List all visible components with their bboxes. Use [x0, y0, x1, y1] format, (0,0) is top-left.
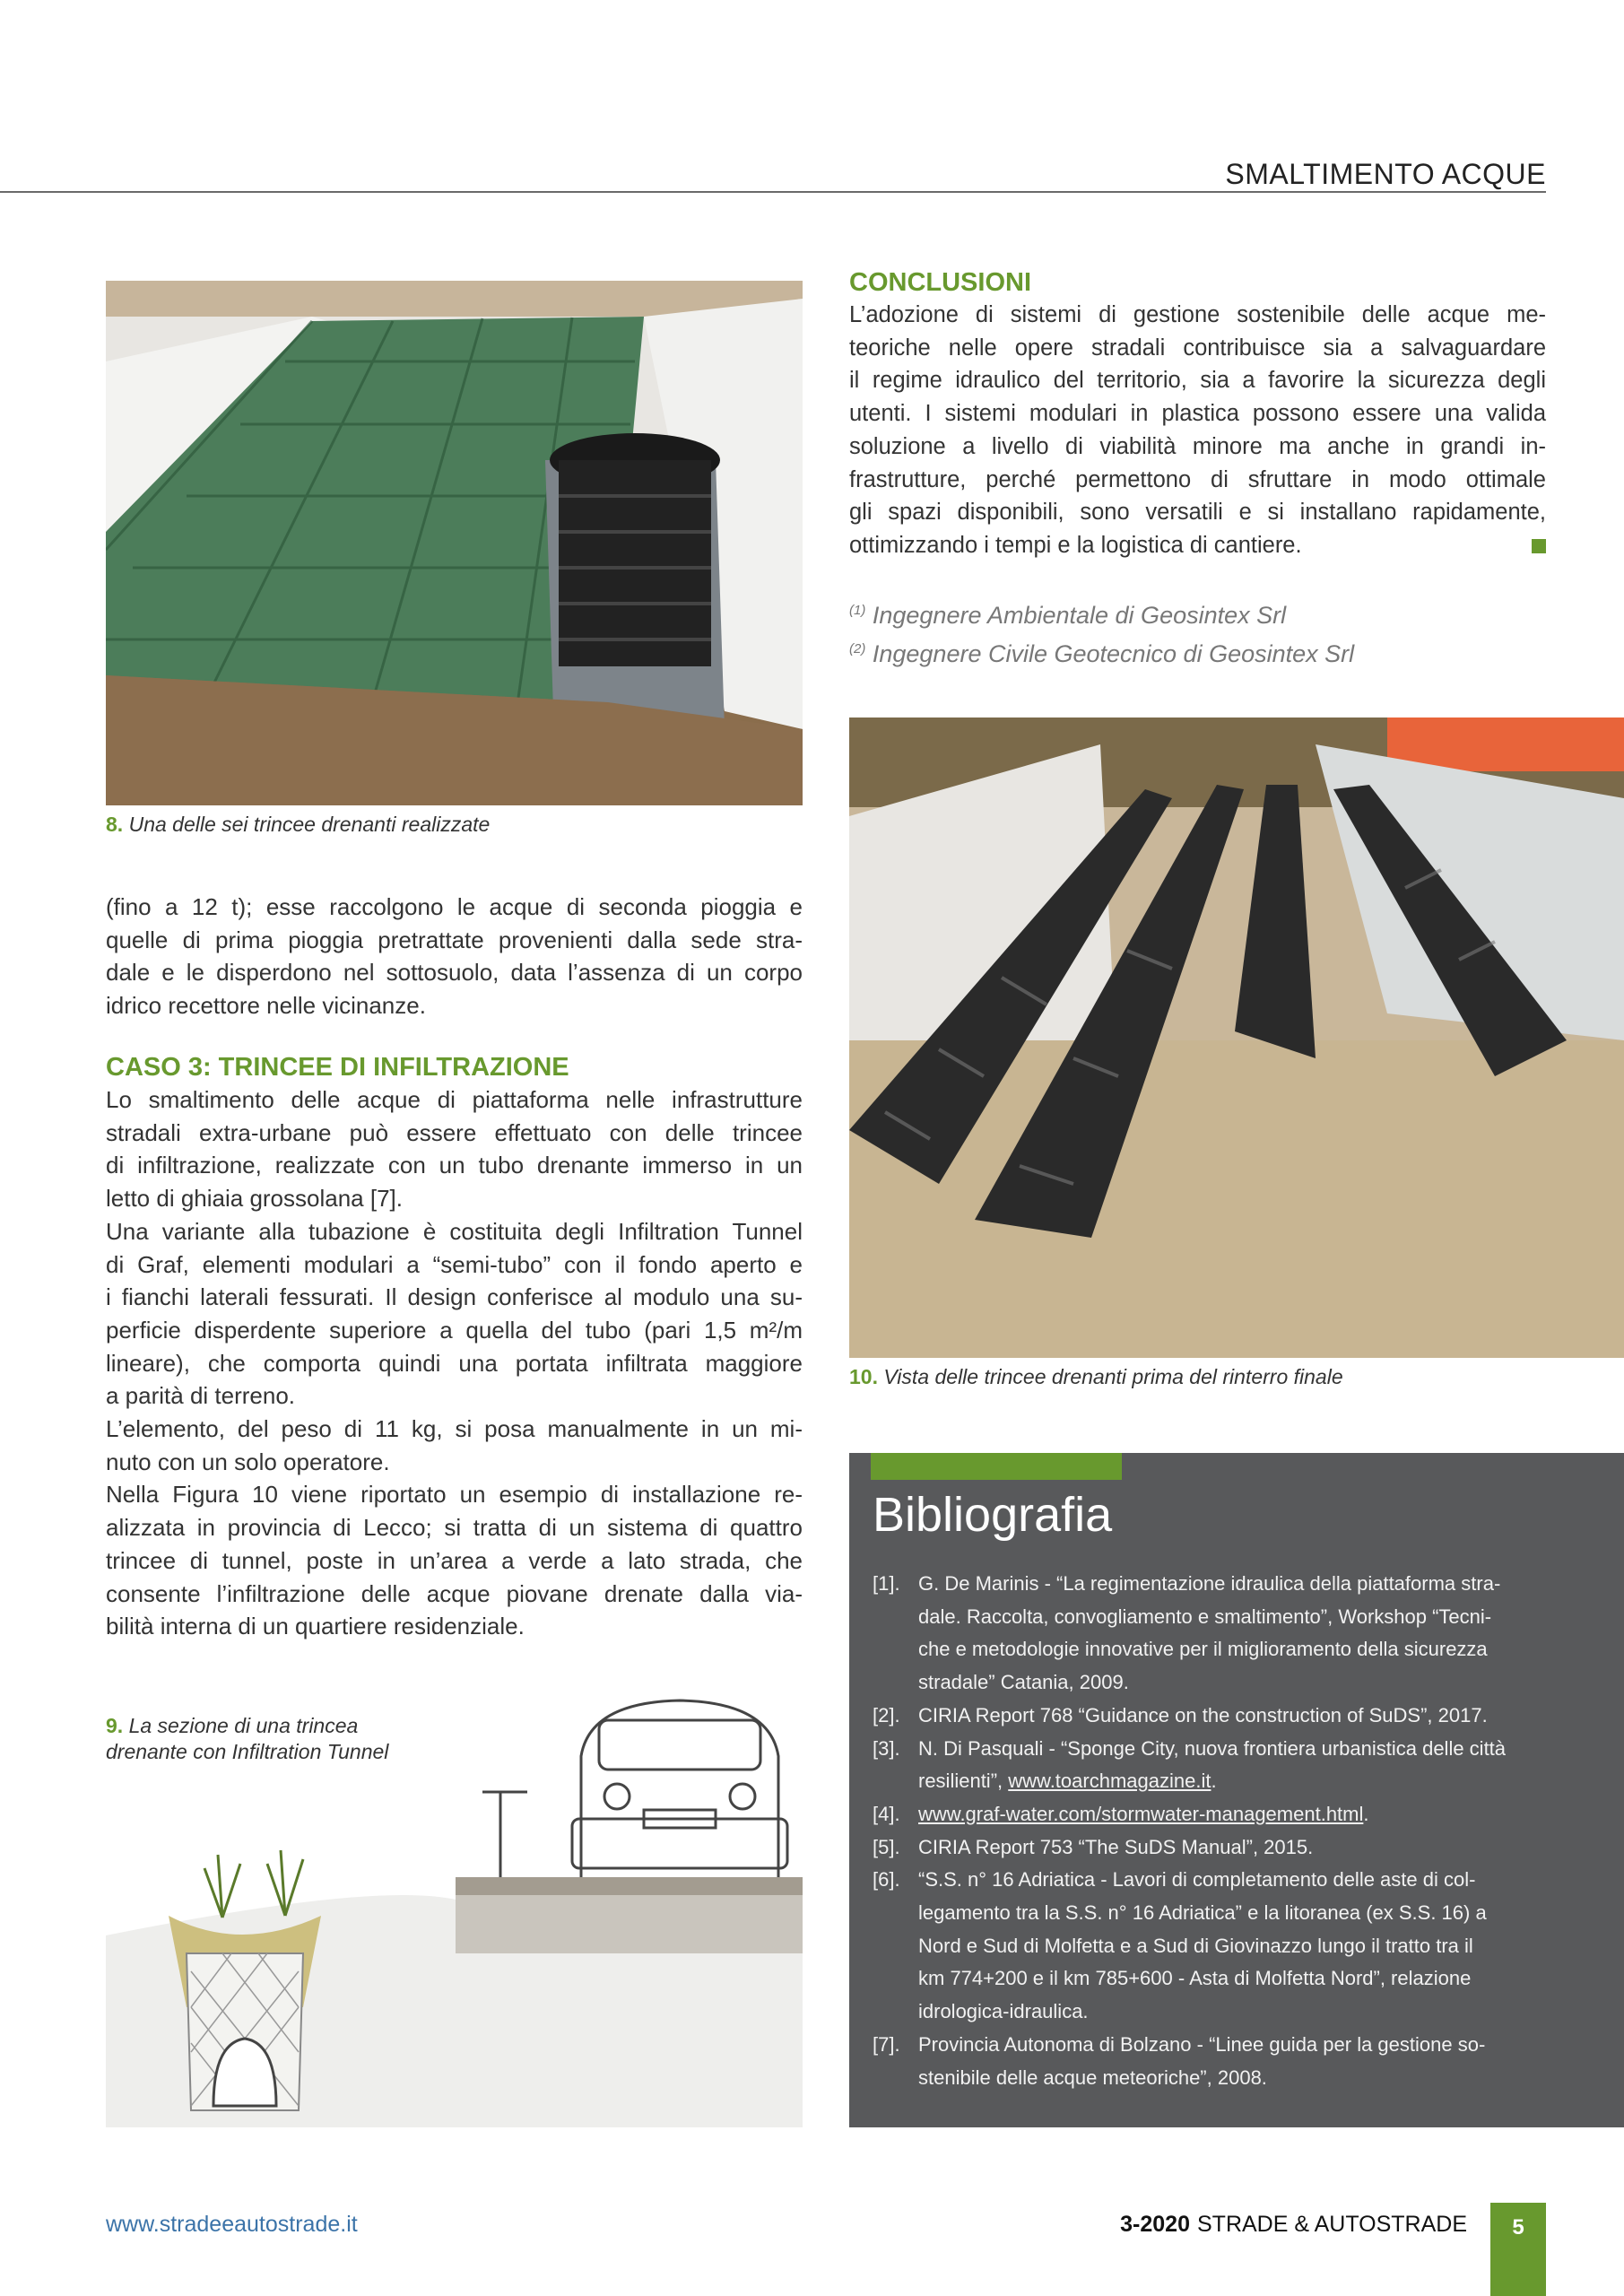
item-number: [6]. — [873, 1868, 900, 1892]
item-number: [4]. — [873, 1802, 900, 1825]
photo-drainage-trench — [106, 281, 803, 805]
text-line: stradali extra-urbane può essere effettuato con delle trincee — [106, 1118, 803, 1146]
text-line: dale. Raccolta, convogliamento e smaltimento”, Workshop “Tecni- — [918, 1605, 1492, 1628]
caption-text: Una delle sei trincee drenanti realizzate — [128, 813, 491, 836]
conclusions-section — [849, 266, 1546, 562]
text-line: Nella Figura 10 viene riportato un esempio di installazione re- — [106, 1481, 803, 1509]
issue-info — [1120, 2212, 1467, 2238]
item-number: [1]. — [873, 1572, 900, 1595]
bibliography-item — [873, 1733, 1608, 1798]
bibliography-item — [873, 1831, 1608, 1865]
website-link[interactable]: www.stradeeautostrade.it — [106, 2212, 358, 2237]
bibliography-item — [873, 1700, 1608, 1733]
text-line: L’adozione di sistemi di gestione sostenibile delle acque me- — [849, 302, 1546, 327]
text-line: nuto con un solo operatore. — [106, 1448, 390, 1475]
text-line: idrologica-idraulica. — [918, 2000, 1089, 2023]
text-line: www.graf-water.com/stormwater-management.html. — [918, 1802, 1369, 1825]
footnote: $^{(1)}$ Ingegnere Ambientale di Geosintex Srl — [849, 602, 1287, 629]
caso3-section — [106, 1051, 803, 1643]
text-line: frastrutture, perché permettono di sfruttare in modo ottimale — [849, 466, 1546, 492]
text-line: CIRIA Report 753 “The SuDS Manual”, 2015. — [918, 1835, 1314, 1858]
text-line: letto di ghiaia grossolana [7]. — [106, 1185, 403, 1213]
footnote: $^{(2)}$ Ingegnere Civile Geotecnico di Geosintex Srl — [849, 640, 1355, 667]
text-line: resilienti”, www.toarchmagazine.it. — [918, 1770, 1217, 1793]
reference-link[interactable]: www.graf-water.com/stormwater-management.html — [918, 1802, 1364, 1825]
item-number: [7]. — [873, 2032, 900, 2056]
text-line: teoriche nelle opere stradali contribuisce sia a salvaguardare — [849, 335, 1546, 361]
text-line: km 774+200 e il km 785+600 - Asta di Molfetta Nord”, relazione — [918, 1967, 1472, 1990]
text-line: soluzione a livello di viabilità minore ma anche in grandi in- — [849, 433, 1546, 459]
bibliography-title: Bibliografia — [873, 1488, 1113, 1542]
figure-number: 9. — [106, 1714, 124, 1737]
figure-number: 10. — [849, 1365, 878, 1388]
bibliography-item — [873, 1798, 1608, 1831]
text-line: che e metodologie innovative per il miglioramento della sicurezza — [918, 1638, 1488, 1661]
bibliography-item — [873, 1864, 1608, 2029]
text-line: quelle di prima pioggia pretrattate provenienti dalla sede stra- — [106, 926, 803, 953]
caption-text: drenante con Infiltration Tunnel — [106, 1740, 389, 1763]
text-line: G. De Marinis - “La regimentazione idraulica della piattaforma stra- — [918, 1572, 1501, 1595]
text-line: idrico recettore nelle vicinanze. — [106, 992, 426, 1020]
header-rule — [0, 191, 1546, 193]
section-heading: CONCLUSIONI — [849, 268, 1031, 297]
text-line: trincee di tunnel, poste in un’area a verde a lato strada, che — [106, 1546, 803, 1574]
text-line: “S.S. n° 16 Adriatica - Lavori di completamento delle aste di col- — [918, 1868, 1476, 1892]
section-heading: CASO 3: TRINCEE DI INFILTRAZIONE — [106, 1053, 569, 1082]
text-line: utenti. I sistemi modulari in plastica possono essere una valida — [849, 401, 1546, 427]
item-number: [3]. — [873, 1736, 900, 1760]
photo-infiltration-tunnels — [849, 718, 1624, 1358]
end-mark-icon — [1532, 539, 1546, 553]
text-line: consente l’infiltrazione delle acque piovane drenate dalla via- — [106, 1579, 803, 1607]
text-line: gli spazi disponibili, sono versatili e si installano rapidamente, — [849, 500, 1546, 526]
text-line: Lo smaltimento delle acque di piattaforma nelle infrastrutture — [106, 1086, 803, 1113]
text-line: lineare), che comporta quindi una portata infiltrata maggiore — [106, 1349, 803, 1377]
body-paragraph — [106, 1413, 803, 1478]
text-line: stenibile delle acque meteoriche”, 2008. — [918, 2066, 1267, 2089]
text-line: di infiltrazione, realizzate con un tubo drenante immerso in un — [106, 1152, 803, 1179]
body-paragraph — [106, 891, 803, 1022]
section-title: SMALTIMENTO ACQUE — [1225, 158, 1546, 190]
caption-text: La sezione di una trincea — [128, 1714, 359, 1737]
text-line: Nord e Sud di Molfetta e a Sud di Giovinazzo lungo il tratto tra il — [918, 1934, 1473, 1957]
body-paragraph — [106, 1083, 803, 1215]
reference-link[interactable]: www.toarchmagazine.it — [1008, 1770, 1211, 1793]
footnotes — [849, 594, 1354, 671]
figure-10-caption — [849, 1365, 1343, 1389]
body-paragraph — [106, 1478, 803, 1643]
item-number: [2]. — [873, 1703, 900, 1726]
figure-number: 8. — [106, 813, 124, 836]
bibliography-item — [873, 2029, 1608, 2094]
page-number: 5 — [1490, 2203, 1546, 2296]
bibliography-box — [849, 1453, 1624, 2127]
text-line: di Graf, elementi modulari a “semi-tubo” con il fondo aperto e — [106, 1250, 803, 1278]
text-line: CIRIA Report 768 “Guidance on the construction of SuDS”, 2017. — [918, 1703, 1488, 1726]
text-line: il regime idraulico del territorio, sia a favorire la sicurezza degli — [849, 368, 1546, 394]
bibliography-list — [873, 1568, 1608, 2094]
bibliography-item — [873, 1568, 1608, 1700]
magazine-name: STRADE & AUTOSTRADE — [1197, 2212, 1467, 2237]
text-line: alizzata in provincia di Lecco; si tratta di un sistema di quattro — [106, 1514, 803, 1542]
text-line: Una variante alla tubazione è costituita degli Infiltration Tunnel — [106, 1217, 803, 1245]
text-line: (fino a 12 t); esse raccolgono le acque di seconda pioggia e — [106, 893, 803, 920]
body-paragraph — [106, 1215, 803, 1413]
text-line: ottimizzando i tempi e la logistica di cantiere. — [849, 532, 1302, 558]
figure-9-caption — [106, 1713, 388, 1765]
text-line: Provincia Autonoma di Bolzano - “Linee guida per la gestione so- — [918, 2032, 1486, 2056]
text-line: perficie disperdente superiore a quella del tubo (pari 1,5 m²/m — [106, 1316, 803, 1344]
text-line: dale e le disperdono nel sottosuolo, data l’assenza di un corpo — [106, 959, 803, 987]
figure-8-caption — [106, 813, 490, 837]
item-number: [5]. — [873, 1835, 900, 1858]
text-line: bilità interna di un quartiere residenziale. — [106, 1613, 525, 1640]
text-line: a parità di terreno. — [106, 1382, 296, 1410]
text-line: i fianchi laterali fessurati. Il design conferisce al modulo una su- — [106, 1283, 803, 1311]
caption-text: Vista delle trincee drenanti prima del rinterro finale — [883, 1365, 1343, 1388]
issue-number: 3-2020 — [1120, 2212, 1190, 2237]
text-line: stradale” Catania, 2009. — [918, 1671, 1129, 1694]
text-line: legamento tra la S.S. n° 16 Adriatica” e la litoranea (ex S.S. 16) a — [918, 1901, 1487, 1925]
text-line: L’elemento, del peso di 11 kg, si posa manualmente in un mi- — [106, 1415, 803, 1443]
accent-bar — [871, 1453, 1122, 1480]
text-line: N. Di Pasquali - “Sponge City, nuova frontiera urbanistica delle città — [918, 1736, 1507, 1760]
